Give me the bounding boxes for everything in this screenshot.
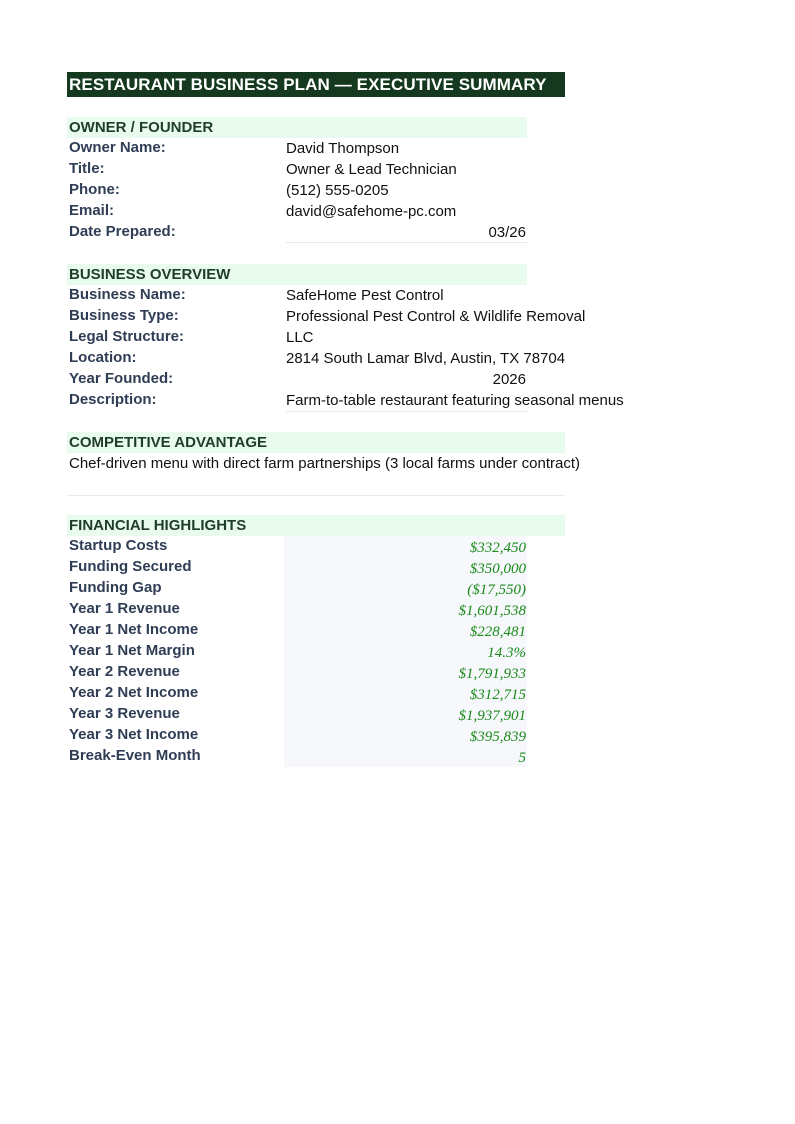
legal-structure-label: Legal Structure:	[69, 328, 185, 345]
funding-secured-label: Funding Secured	[69, 558, 192, 575]
year-founded-value[interactable]: 2026	[492, 371, 526, 388]
business-name-label: Business Name:	[69, 286, 186, 303]
year3-revenue-value[interactable]: $1,937,901	[284, 704, 527, 725]
owner-name-value[interactable]: David Thompson	[286, 140, 400, 157]
section-divider	[67, 495, 565, 496]
location-label: Location:	[69, 349, 137, 366]
financial-row	[67, 662, 565, 683]
funding-secured-value[interactable]: $350,000	[284, 557, 527, 578]
year3-net-income-value[interactable]: $395,839	[284, 725, 527, 746]
owner-phone-row	[67, 180, 565, 201]
competitive-advantage-text[interactable]: Chef-driven menu with direct farm partnerships (3 local farms under contract)	[69, 455, 581, 472]
description-value[interactable]: Farm-to-table restaurant featuring seasonal menus	[286, 390, 527, 412]
legal-structure-value[interactable]: LLC	[286, 329, 314, 346]
financial-row	[67, 641, 565, 662]
year1-net-income-label: Year 1 Net Income	[69, 621, 199, 638]
financial-row	[67, 620, 565, 641]
financial-row	[67, 683, 565, 704]
year1-revenue-value[interactable]: $1,601,538	[284, 599, 527, 620]
financial-row	[67, 704, 565, 725]
funding-gap-label: Funding Gap	[69, 579, 162, 596]
owner-title-row	[67, 159, 565, 180]
financial-row	[67, 599, 565, 620]
legal-structure-row	[67, 327, 565, 348]
startup-costs-label: Startup Costs	[69, 537, 168, 554]
owner-email-label: Email:	[69, 202, 115, 219]
executive-summary-sheet	[67, 72, 624, 772]
description-label: Description:	[69, 391, 157, 408]
location-value[interactable]: 2814 South Lamar Blvd, Austin, TX 78704	[286, 350, 566, 367]
year2-revenue-value[interactable]: $1,791,933	[284, 662, 527, 683]
financial-row	[67, 536, 565, 557]
funding-gap-value[interactable]: ($17,550)	[284, 578, 527, 599]
year-founded-row	[67, 369, 565, 390]
owner-phone-value[interactable]: (512) 555-0205	[286, 182, 389, 199]
owner-name-label: Owner Name:	[69, 139, 166, 156]
owner-email-row	[67, 201, 565, 222]
financial-section-heading: FINANCIAL HIGHLIGHTS	[67, 515, 565, 536]
year3-revenue-label: Year 3 Revenue	[69, 705, 180, 722]
business-section-heading: BUSINESS OVERVIEW	[67, 264, 527, 285]
break-even-month-value[interactable]: 5	[284, 746, 527, 767]
owner-title-label: Title:	[69, 160, 105, 177]
business-type-row	[67, 306, 586, 327]
year2-net-income-value[interactable]: $312,715	[284, 683, 527, 704]
date-prepared-value[interactable]: 03/26	[286, 222, 527, 243]
business-name-row	[67, 285, 565, 306]
date-prepared-row	[67, 222, 565, 243]
financial-row	[67, 557, 565, 578]
year1-revenue-label: Year 1 Revenue	[69, 600, 180, 617]
business-type-label: Business Type:	[69, 307, 179, 324]
year2-net-income-label: Year 2 Net Income	[69, 684, 199, 701]
location-row	[67, 348, 565, 369]
business-name-value[interactable]: SafeHome Pest Control	[286, 287, 444, 304]
break-even-month-label: Break-Even Month	[69, 747, 201, 764]
year-founded-label: Year Founded:	[69, 370, 174, 387]
date-prepared-label: Date Prepared:	[69, 223, 176, 240]
owner-name-row	[67, 138, 565, 159]
year1-net-margin-value[interactable]: 14.3%	[284, 641, 527, 662]
year1-net-margin-label: Year 1 Net Margin	[69, 642, 195, 659]
owner-section-heading: OWNER / FOUNDER	[67, 117, 527, 138]
financial-row	[67, 578, 565, 599]
competitive-section-heading: COMPETITIVE ADVANTAGE	[67, 432, 565, 453]
owner-phone-label: Phone:	[69, 181, 120, 198]
year3-net-income-label: Year 3 Net Income	[69, 726, 199, 743]
year2-revenue-label: Year 2 Revenue	[69, 663, 180, 680]
business-type-value[interactable]: Professional Pest Control & Wildlife Removal	[286, 308, 586, 325]
owner-email-value[interactable]: david@safehome-pc.com	[286, 203, 457, 220]
startup-costs-value[interactable]: $332,450	[284, 536, 527, 557]
owner-title-value[interactable]: Owner & Lead Technician	[286, 161, 457, 178]
financial-row	[67, 746, 565, 767]
financial-row	[67, 725, 565, 746]
description-row	[67, 390, 624, 411]
year1-net-income-value[interactable]: $228,481	[284, 620, 527, 641]
page-title: RESTAURANT BUSINESS PLAN — EXECUTIVE SUMMARY	[67, 72, 565, 97]
